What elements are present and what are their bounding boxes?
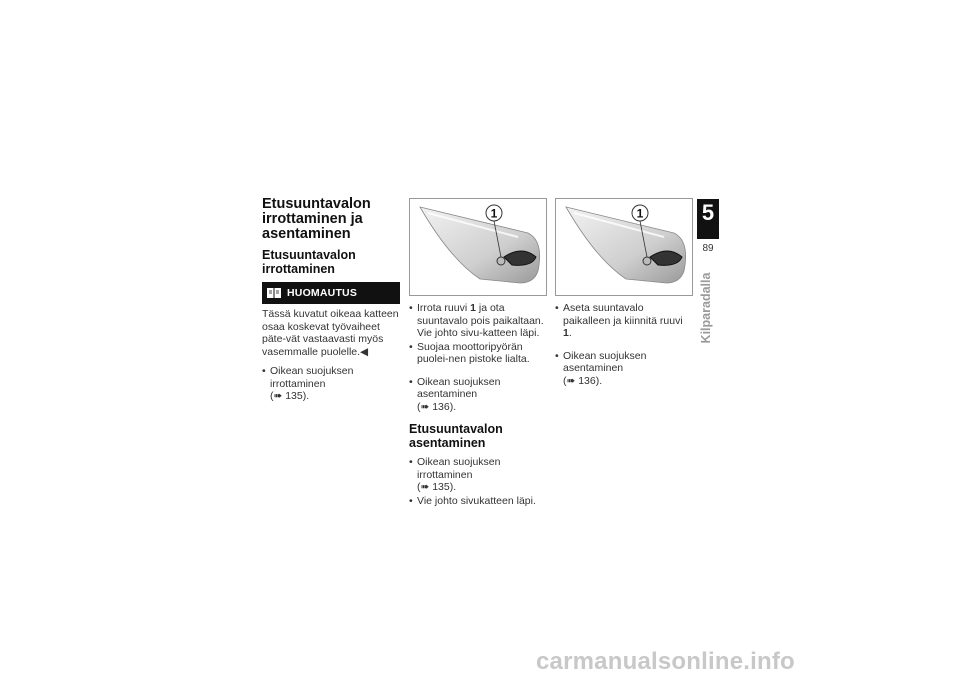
- notice-label: HUOMAUTUS: [287, 286, 358, 299]
- list-item: [409, 376, 546, 414]
- chapter-title-vertical: [698, 268, 714, 348]
- step-text-cont: ja ota suuntavalo pois paikaltaan. Vie johto sivu-katteen läpi.: [417, 302, 544, 339]
- list-item: [555, 302, 692, 340]
- page-reference[interactable]: (➠ 136).: [563, 374, 603, 387]
- book-note-icon: [266, 286, 282, 300]
- page-number: 89: [702, 243, 714, 254]
- list-item: [409, 456, 546, 494]
- list-item: [409, 302, 546, 340]
- step-text: Irrota ruuvi: [417, 302, 471, 314]
- list-item: [262, 365, 400, 403]
- chapter-tab: [697, 199, 719, 239]
- step-text-cont: .: [568, 327, 572, 339]
- steps-list-col2: [409, 302, 546, 413]
- steps-list-col1: [262, 365, 400, 403]
- page-reference[interactable]: (➠ 135).: [270, 390, 310, 402]
- indicator-illustration: [410, 199, 546, 295]
- steps-list-col3: [555, 302, 692, 387]
- step-text: Aseta suuntavalo paikalleen ja kiinnitä ruuvi: [563, 302, 683, 327]
- page-reference[interactable]: (➠ 136).: [417, 400, 457, 413]
- column-1: [262, 197, 400, 404]
- step-text: Oikean suojuksen irrottaminen: [270, 365, 354, 390]
- step-text: Oikean suojuksen asentaminen: [417, 375, 501, 400]
- step-text: Vie johto sivukatteen läpi.: [417, 494, 536, 507]
- steps-list-install: [409, 456, 546, 507]
- page-reference[interactable]: (➠ 135).: [417, 481, 457, 493]
- subsection-title-remove: Etusuuntavalon irrottaminen: [262, 248, 356, 276]
- step-text: Oikean suojuksen irrottaminen: [417, 456, 501, 481]
- notice-banner: [262, 282, 400, 304]
- list-item: [555, 350, 692, 388]
- column-3: [555, 198, 692, 388]
- figure-callout: 1: [490, 206, 498, 221]
- indicator-illustration: [556, 199, 692, 295]
- subsection-title-install: Etusuuntavalon asentaminen: [409, 422, 503, 450]
- column-2: [409, 198, 546, 508]
- step-text: Oikean suojuksen asentaminen: [563, 349, 647, 374]
- chapter-title: Kilparadalla: [699, 272, 713, 344]
- step-text: Suojaa moottoripyörän puolei-nen pistoke lialta.: [417, 340, 530, 365]
- watermark: carmanualsonline.info: [536, 648, 795, 675]
- figure-callout: 1: [636, 206, 644, 221]
- callout-number: 1: [470, 302, 476, 314]
- callout-number: 1: [563, 327, 569, 339]
- list-item: [409, 495, 546, 508]
- figure-install-indicator: [555, 198, 693, 296]
- section-title: Etusuuntavalon irrottaminen ja asentaminen: [262, 196, 371, 242]
- chapter-number: 5: [701, 200, 715, 225]
- figure-remove-indicator: [409, 198, 547, 296]
- notice-text: Tässä kuvatut oikeaa katteen osaa koskevat työvaiheet päte-vät vastaavasti myös vasemmalle puolelle.◀: [262, 308, 399, 358]
- list-item: [409, 341, 546, 366]
